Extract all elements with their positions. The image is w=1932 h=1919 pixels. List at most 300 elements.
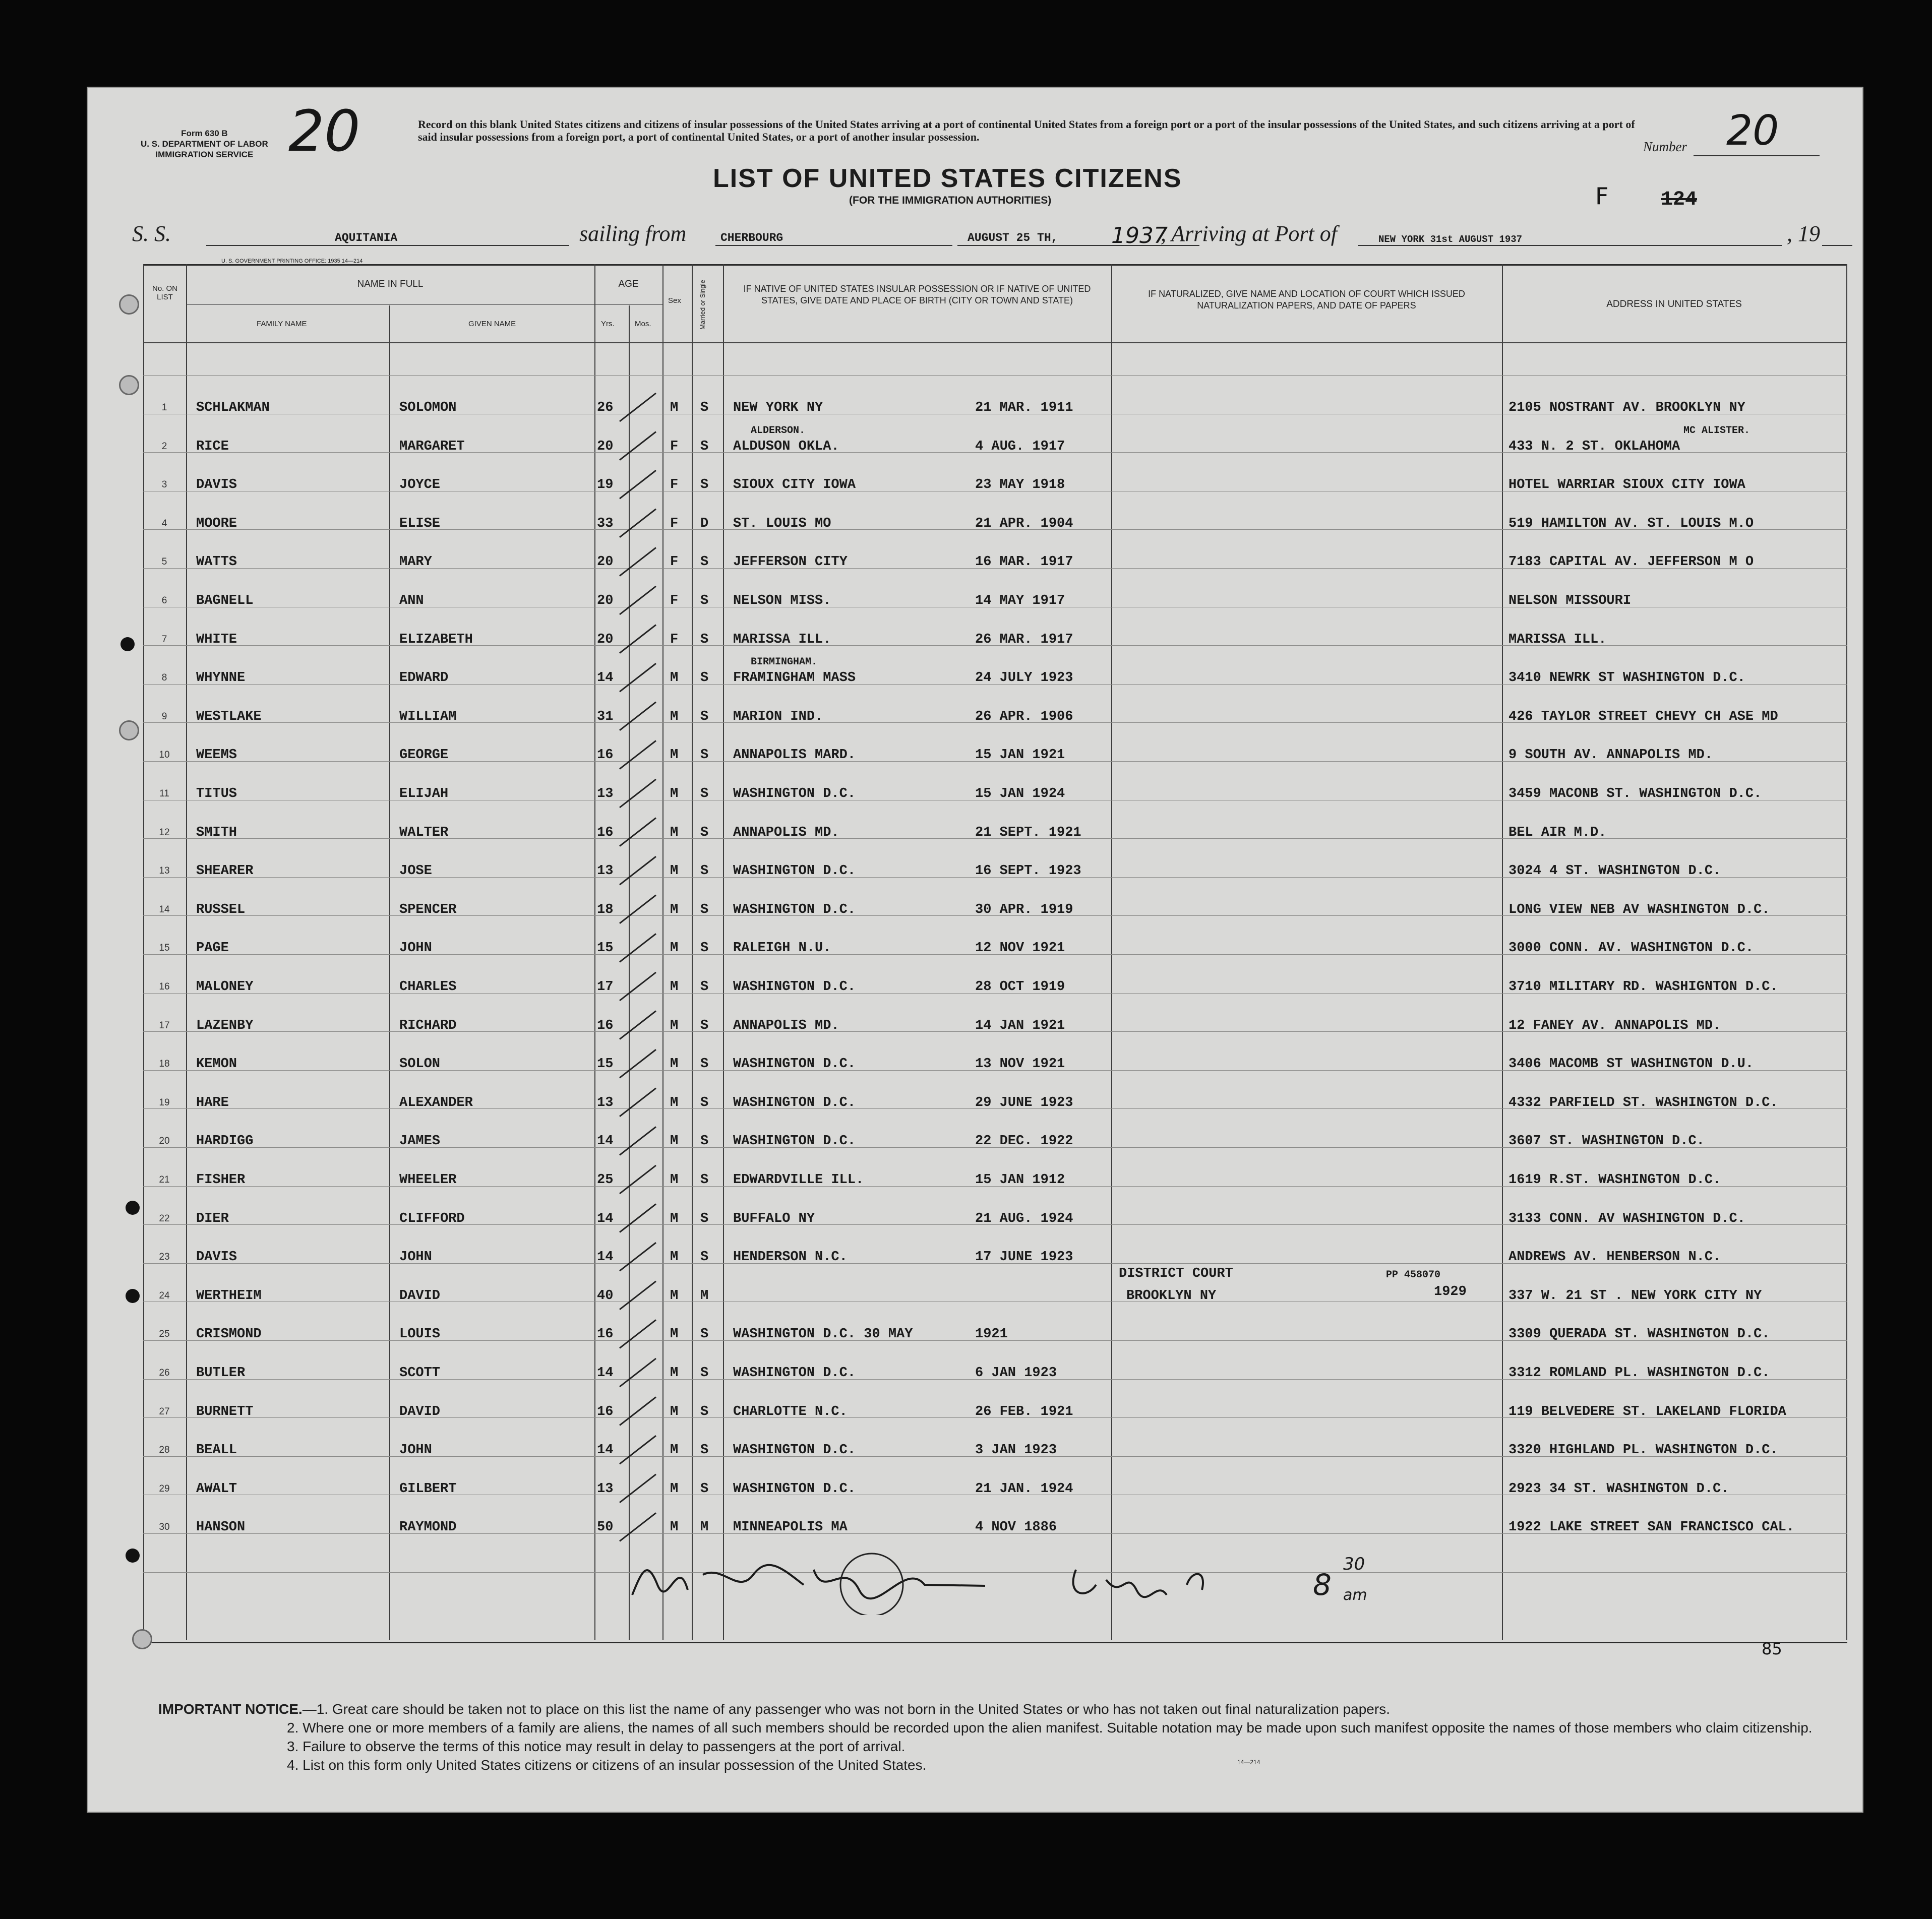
- birth-place: WASHINGTON D.C.: [733, 1095, 856, 1110]
- birth-date: 26 FEB. 1921: [975, 1404, 1073, 1419]
- birth-date: 13 NOV 1921: [975, 1057, 1065, 1072]
- col-header-mos: Mos.: [635, 320, 651, 328]
- age-years: 20: [597, 554, 614, 570]
- notice-item-4: 4. List on this form only United States citizens or citizens of an insular possession of the United States.: [287, 1757, 927, 1773]
- page-number-right: 20: [1726, 107, 1779, 155]
- naturalization-place: BROOKLYN NY: [1126, 1288, 1217, 1304]
- birth-place: WASHINGTON D.C.: [733, 1134, 856, 1149]
- row-number: 6: [161, 595, 167, 606]
- sex: M: [670, 748, 679, 763]
- age-years: 16: [597, 1018, 614, 1033]
- row-number: 17: [159, 1020, 170, 1031]
- row-number: 26: [159, 1368, 170, 1378]
- birth-date: 30 APR. 1919: [975, 902, 1073, 917]
- marital-status: S: [700, 941, 709, 956]
- birth-date: 21 APR. 1904: [975, 516, 1073, 531]
- age-years: 13: [597, 786, 614, 801]
- notice-title: IMPORTANT NOTICE.: [158, 1701, 303, 1717]
- check-mark: [620, 509, 656, 537]
- age-years: 20: [597, 593, 614, 608]
- row-number: 3: [161, 479, 167, 490]
- punch-hole: [119, 294, 139, 315]
- family-name: SHEARER: [196, 863, 254, 879]
- family-name: DIER: [196, 1211, 229, 1226]
- check-mark: [620, 1397, 656, 1426]
- age-years: 16: [597, 1327, 614, 1342]
- check-mark: [620, 393, 656, 421]
- family-name: SMITH: [196, 825, 237, 840]
- age-years: 13: [597, 1095, 614, 1110]
- punch-hole: [126, 1289, 140, 1303]
- birth-place: WASHINGTON D.C.: [733, 1443, 856, 1458]
- svg-text:am: am: [1343, 1586, 1367, 1604]
- us-address: 2105 NOSTRANT AV. BROOKLYN NY: [1508, 400, 1745, 415]
- birth-place: WASHINGTON D.C.: [733, 863, 856, 879]
- us-address: 3406 MACOMB ST WASHINGTON D.U.: [1508, 1057, 1754, 1072]
- sheet-label: F: [1595, 182, 1609, 210]
- family-name: WHITE: [196, 632, 237, 647]
- given-name: GEORGE: [399, 748, 449, 763]
- marital-status: S: [700, 554, 709, 570]
- row-number: 9: [161, 711, 167, 722]
- given-name: CHARLES: [399, 979, 457, 995]
- birth-place: RALEIGH N.U.: [733, 941, 831, 956]
- marital-status: S: [700, 632, 709, 647]
- birth-date: 12 NOV 1921: [975, 941, 1065, 956]
- birth-date: 28 OCT 1919: [975, 979, 1065, 995]
- col-header-family: FAMILY NAME: [257, 320, 307, 328]
- birth-place: WASHINGTON D.C.: [733, 1366, 856, 1381]
- marital-status: S: [700, 709, 709, 724]
- sex: M: [670, 902, 679, 917]
- ship-name: AQUITANIA: [335, 231, 398, 244]
- col-header-married: Married or Single: [699, 280, 706, 330]
- family-name: LAZENBY: [196, 1018, 254, 1033]
- marital-status: S: [700, 1172, 709, 1188]
- birth-date: 1921: [975, 1327, 1008, 1342]
- col-header-address: ADDRESS IN UNITED STATES: [1606, 299, 1742, 309]
- row-number: 24: [159, 1290, 170, 1301]
- us-address: 3000 CONN. AV. WASHINGTON D.C.: [1508, 941, 1754, 956]
- family-name: WERTHEIM: [196, 1288, 262, 1304]
- sex: M: [670, 941, 679, 956]
- row-number: 10: [159, 750, 170, 761]
- given-name: MARY: [399, 554, 432, 570]
- age-years: 31: [597, 709, 614, 724]
- date-sailed: AUGUST 25 TH,: [968, 231, 1058, 244]
- marital-status: S: [700, 1250, 709, 1265]
- svg-text:30: 30: [1343, 1554, 1365, 1574]
- birth-place: WASHINGTON D.C.: [733, 979, 856, 995]
- given-name: LOUIS: [399, 1327, 441, 1342]
- age-years: 13: [597, 863, 614, 879]
- birth-date: 14 MAY 1917: [975, 593, 1065, 608]
- age-years: 14: [597, 1211, 614, 1226]
- birth-place: NELSON MISS.: [733, 593, 831, 608]
- birth-date: 16 SEPT. 1923: [975, 863, 1081, 879]
- us-address: 3024 4 ST. WASHINGTON D.C.: [1508, 863, 1721, 879]
- sex: M: [670, 1443, 679, 1458]
- birth-date: 22 DEC. 1922: [975, 1134, 1073, 1149]
- sex: M: [670, 1095, 679, 1110]
- check-mark: [620, 1011, 656, 1039]
- col-header-sex: Sex: [668, 296, 681, 305]
- age-years: 14: [597, 670, 614, 686]
- age-years: 14: [597, 1366, 614, 1381]
- birth-date: 3 JAN 1923: [975, 1443, 1057, 1458]
- check-mark: [620, 1474, 656, 1503]
- given-name: SOLON: [399, 1057, 441, 1072]
- given-name: SPENCER: [399, 902, 457, 917]
- age-years: 19: [597, 477, 614, 493]
- family-name: CRISMOND: [196, 1327, 262, 1342]
- us-address: 2923 34 ST. WASHINGTON D.C.: [1508, 1481, 1729, 1497]
- given-name: JOYCE: [399, 477, 441, 493]
- row-number: 1: [161, 402, 167, 413]
- birth-place: WASHINGTON D.C. 30 MAY: [733, 1327, 913, 1342]
- marital-status: M: [700, 1520, 709, 1535]
- check-mark: [620, 895, 656, 923]
- given-name: JOSE: [399, 863, 432, 879]
- sex: M: [670, 1250, 679, 1265]
- us-address: 9 SOUTH AV. ANNAPOLIS MD.: [1508, 748, 1713, 763]
- birth-place: NEW YORK NY: [733, 400, 823, 415]
- given-name: WHEELER: [399, 1172, 457, 1188]
- row-number: 19: [159, 1097, 170, 1108]
- age-years: 25: [597, 1172, 614, 1188]
- sex: F: [670, 593, 679, 608]
- check-mark: [620, 625, 656, 653]
- family-name: DAVIS: [196, 477, 237, 493]
- check-mark: [620, 1088, 656, 1117]
- notice-item-2: 2. Where one or more members of a family are aliens, the names of all such members should be recorded upon the alien manifest. Suitable notation may be made upon such manifest opposite the names of those members who claim citizenship.: [287, 1720, 1813, 1736]
- check-mark: [620, 547, 656, 576]
- us-address: 12 FANEY AV. ANNAPOLIS MD.: [1508, 1018, 1721, 1033]
- given-name: GILBERT: [399, 1481, 457, 1497]
- row-number: 29: [159, 1483, 170, 1494]
- given-name: DAVID: [399, 1288, 441, 1304]
- check-mark: [620, 934, 656, 962]
- check-mark: [620, 1320, 656, 1348]
- page-number-left: 20: [288, 99, 360, 164]
- birth-date: 15 JAN 1912: [975, 1172, 1065, 1188]
- page-subtitle: (FOR THE IMMIGRATION AUTHORITIES): [849, 195, 1052, 206]
- given-name: ELIZABETH: [399, 632, 473, 647]
- given-name: ELIJAH: [399, 786, 449, 801]
- marital-status: S: [700, 863, 709, 879]
- us-address: LONG VIEW NEB AV WASHINGTON D.C.: [1508, 902, 1770, 917]
- row-number: 28: [159, 1445, 170, 1456]
- age-years: 14: [597, 1134, 614, 1149]
- us-address: BEL AIR M.D.: [1508, 825, 1607, 840]
- birth-place: WASHINGTON D.C.: [733, 902, 856, 917]
- check-mark: [620, 779, 656, 808]
- family-name: TITUS: [196, 786, 237, 801]
- row-number: 27: [159, 1406, 170, 1417]
- sex: M: [670, 1018, 679, 1033]
- check-mark: [620, 1281, 656, 1310]
- punch-hole: [126, 1549, 140, 1563]
- row-number: 14: [159, 904, 170, 915]
- given-name: DAVID: [399, 1404, 441, 1419]
- given-name: SOLOMON: [399, 400, 457, 415]
- age-years: 20: [597, 632, 614, 647]
- naturalization-court: DISTRICT COURT: [1119, 1266, 1233, 1281]
- notice-item-1: —1. Great care should be taken not to place on this list the name of any passenger who was not born in the United States or who has not taken out final naturalization papers.: [302, 1701, 1390, 1717]
- given-name: RICHARD: [399, 1018, 457, 1033]
- given-name: MARGARET: [399, 439, 465, 454]
- row-number: 15: [159, 943, 170, 954]
- marital-status: S: [700, 400, 709, 415]
- marital-status: S: [700, 979, 709, 995]
- birth-place: ANNAPOLIS MARD.: [733, 748, 856, 763]
- age-years: 14: [597, 1250, 614, 1265]
- sex: F: [670, 477, 679, 493]
- birth-date: 26 MAR. 1917: [975, 632, 1073, 647]
- sex: F: [670, 554, 679, 570]
- family-name: BURNETT: [196, 1404, 254, 1419]
- sheet-mark: 85: [1762, 1639, 1782, 1658]
- birth-place: SIOUX CITY IOWA: [733, 477, 856, 493]
- port-arrival: NEW YORK 31st AUGUST 1937: [1378, 234, 1523, 245]
- birth-date: 15 JAN 1924: [975, 786, 1065, 801]
- birth-place: ANNAPOLIS MD.: [733, 825, 839, 840]
- check-mark: [620, 740, 656, 769]
- marital-status: S: [700, 593, 709, 608]
- sex: M: [670, 400, 679, 415]
- age-years: 15: [597, 1057, 614, 1072]
- sex: M: [670, 1366, 679, 1381]
- row-number: 8: [161, 672, 167, 684]
- check-mark: [620, 663, 656, 692]
- age-years: 40: [597, 1288, 614, 1304]
- birth-date: 21 SEPT. 1921: [975, 825, 1081, 840]
- important-notice: [158, 1700, 1822, 1774]
- marital-status: S: [700, 1366, 709, 1381]
- us-address: 3710 MILITARY RD. WASHIGNTON D.C.: [1508, 979, 1778, 995]
- family-name: WHYNNE: [196, 670, 246, 686]
- family-name: DAVIS: [196, 1250, 237, 1265]
- age-years: 18: [597, 902, 614, 917]
- marital-status: S: [700, 902, 709, 917]
- svg-text:8: 8: [1313, 1568, 1332, 1602]
- given-name: JAMES: [399, 1134, 441, 1149]
- birth-place: WASHINGTON D.C.: [733, 1481, 856, 1497]
- family-name: AWALT: [196, 1481, 237, 1497]
- check-mark: [620, 432, 656, 460]
- sheet-number: 124: [1661, 189, 1698, 211]
- us-address: 3312 ROMLAND PL. WASHINGTON D.C.: [1508, 1366, 1770, 1381]
- family-name: HARE: [196, 1095, 229, 1110]
- family-name: RUSSEL: [196, 902, 246, 917]
- family-name: WEEMS: [196, 748, 237, 763]
- row-number: 12: [159, 827, 170, 838]
- family-name: RICE: [196, 439, 229, 454]
- marital-status: S: [700, 1481, 709, 1497]
- family-name: FISHER: [196, 1172, 246, 1188]
- ss-label: S. S.: [132, 221, 171, 246]
- given-name: JOHN: [399, 1443, 432, 1458]
- punch-hole: [119, 375, 139, 395]
- sex: M: [670, 1211, 679, 1226]
- family-name: MALONEY: [196, 979, 254, 995]
- birth-place: MARISSA ILL.: [733, 632, 831, 647]
- sex: F: [670, 516, 679, 531]
- sex: M: [670, 1520, 679, 1535]
- birth-date: 26 APR. 1906: [975, 709, 1073, 724]
- sex: M: [670, 863, 679, 879]
- us-address: 433 N. 2 ST. OKLAHOMA: [1508, 439, 1680, 454]
- check-mark: [620, 1513, 656, 1541]
- age-years: 16: [597, 1404, 614, 1419]
- address-correction: MC ALISTER.: [1683, 424, 1750, 437]
- age-years: 14: [597, 1443, 614, 1458]
- marital-status: S: [700, 1443, 709, 1458]
- birth-place-correction: BIRMINGHAM.: [751, 656, 818, 668]
- check-mark: [620, 1127, 656, 1155]
- check-mark: [620, 1049, 656, 1078]
- marital-status: S: [700, 1211, 709, 1226]
- number-label: Number: [1643, 139, 1687, 154]
- marital-status: S: [700, 670, 709, 686]
- given-name: JOHN: [399, 941, 432, 956]
- birth-place: WASHINGTON D.C.: [733, 1057, 856, 1072]
- row-number: 18: [159, 1059, 170, 1070]
- family-name: KEMON: [196, 1057, 237, 1072]
- us-address: 1619 R.ST. WASHINGTON D.C.: [1508, 1172, 1721, 1188]
- marital-status: S: [700, 439, 709, 454]
- sex: M: [670, 1481, 679, 1497]
- row-number: 2: [161, 441, 167, 452]
- check-mark: [620, 1358, 656, 1387]
- col-header-birth: IF NATIVE OF UNITED STATES INSULAR POSSESSION OR IF NATIVE OF UNITED STATES, GIVE DATE AND PLACE OF BIRTH (CITY OR TOWN AND STATE): [743, 284, 1091, 305]
- sex: M: [670, 979, 679, 995]
- given-name: EDWARD: [399, 670, 449, 686]
- check-mark: [620, 586, 656, 614]
- family-name: BUTLER: [196, 1366, 246, 1381]
- check-mark: [620, 1204, 656, 1232]
- check-mark: [620, 1165, 656, 1194]
- birth-place: MINNEAPOLIS MA: [733, 1520, 848, 1535]
- row-number: 30: [159, 1522, 170, 1533]
- check-mark: [620, 856, 656, 885]
- marital-status: S: [700, 825, 709, 840]
- birth-date: 4 AUG. 1917: [975, 439, 1065, 454]
- us-address: 3607 ST. WASHINGTON D.C.: [1508, 1134, 1705, 1149]
- naturalization-year: 1929: [1434, 1284, 1467, 1299]
- age-years: 33: [597, 516, 614, 531]
- age-years: 17: [597, 979, 614, 995]
- birth-date: 6 JAN 1923: [975, 1366, 1057, 1381]
- row-number: 25: [159, 1329, 170, 1340]
- sex: M: [670, 825, 679, 840]
- punch-hole: [126, 1201, 140, 1215]
- age-years: 15: [597, 941, 614, 956]
- age-years: 16: [597, 748, 614, 763]
- check-mark: [620, 1436, 656, 1464]
- given-name: JOHN: [399, 1250, 432, 1265]
- col-header-name: NAME IN FULL: [357, 279, 424, 289]
- given-name: ALEXANDER: [399, 1095, 473, 1110]
- marital-status: S: [700, 748, 709, 763]
- us-address: 119 BELVEDERE ST. LAKELAND FLORIDA: [1508, 1404, 1786, 1419]
- us-address: 426 TAYLOR STREET CHEVY CH ASE MD: [1508, 709, 1778, 724]
- birth-place: WASHINGTON D.C.: [733, 786, 856, 801]
- given-name: RAYMOND: [399, 1520, 457, 1535]
- us-address: ANDREWS AV. HENBERSON N.C.: [1508, 1250, 1721, 1265]
- year-sailed: 1937: [1111, 223, 1168, 249]
- marital-status: S: [700, 1057, 709, 1072]
- row-number: 20: [159, 1136, 170, 1147]
- family-name: WESTLAKE: [196, 709, 262, 724]
- birth-date: 17 JUNE 1923: [975, 1250, 1073, 1265]
- birth-place: HENDERSON N.C.: [733, 1250, 848, 1265]
- sex: M: [670, 786, 679, 801]
- us-address: 519 HAMILTON AV. ST. LOUIS M.O: [1508, 516, 1754, 531]
- age-years: 20: [597, 439, 614, 454]
- birth-date: 21 AUG. 1924: [975, 1211, 1073, 1226]
- birth-date: 15 JAN 1921: [975, 748, 1065, 763]
- age-years: 26: [597, 400, 614, 415]
- birth-place: EDWARDVILLE ILL.: [733, 1172, 864, 1188]
- page-title: LIST OF UNITED STATES CITIZENS: [713, 164, 1182, 193]
- given-name: WALTER: [399, 825, 449, 840]
- us-address: NELSON MISSOURI: [1508, 593, 1632, 608]
- family-name: BEALL: [196, 1443, 237, 1458]
- given-name: ELISE: [399, 516, 441, 531]
- given-name: SCOTT: [399, 1366, 441, 1381]
- sex: M: [670, 1327, 679, 1342]
- us-address: 3133 CONN. AV WASHINGTON D.C.: [1508, 1211, 1745, 1226]
- given-name: CLIFFORD: [399, 1211, 465, 1226]
- col-header-age: AGE: [618, 279, 639, 289]
- port-from: CHERBOURG: [720, 231, 783, 244]
- given-name: WILLIAM: [399, 709, 457, 724]
- us-address: 1922 LAKE STREET SAN FRANCISCO CAL.: [1508, 1520, 1795, 1535]
- marital-status: S: [700, 1404, 709, 1419]
- family-name: BAGNELL: [196, 593, 254, 608]
- manifest-page: [87, 87, 1863, 1813]
- birth-date: 21 JAN. 1924: [975, 1481, 1073, 1497]
- age-years: 13: [597, 1481, 614, 1497]
- inspector-signature: [622, 1539, 1409, 1615]
- col-header-yrs: Yrs.: [601, 320, 615, 328]
- marital-status: S: [700, 1018, 709, 1033]
- marital-status: M: [700, 1288, 709, 1304]
- family-name: HANSON: [196, 1520, 246, 1535]
- marital-status: S: [700, 1327, 709, 1342]
- row-number: 23: [159, 1252, 170, 1263]
- sex: F: [670, 632, 679, 647]
- us-address: 4332 PARFIELD ST. WASHINGTON D.C.: [1508, 1095, 1778, 1110]
- row-number: 4: [161, 518, 167, 529]
- birth-date: 24 JULY 1923: [975, 670, 1073, 686]
- col-header-no: No. ON LIST: [152, 284, 177, 301]
- family-name: MOORE: [196, 516, 237, 531]
- marital-status: S: [700, 786, 709, 801]
- us-address: MARISSA ILL.: [1508, 632, 1607, 647]
- marital-status: S: [700, 477, 709, 493]
- birth-date: 21 MAR. 1911: [975, 400, 1073, 415]
- birth-place: JEFFERSON CITY: [733, 554, 848, 570]
- birth-date: 14 JAN 1921: [975, 1018, 1065, 1033]
- punch-hole: [119, 720, 139, 740]
- sex: M: [670, 1404, 679, 1419]
- sex: M: [670, 1288, 679, 1304]
- us-address: 7183 CAPITAL AV. JEFFERSON M O: [1508, 554, 1754, 570]
- birth-place: ANNAPOLIS MD.: [733, 1018, 839, 1033]
- birth-place: CHARLOTTE N.C.: [733, 1404, 848, 1419]
